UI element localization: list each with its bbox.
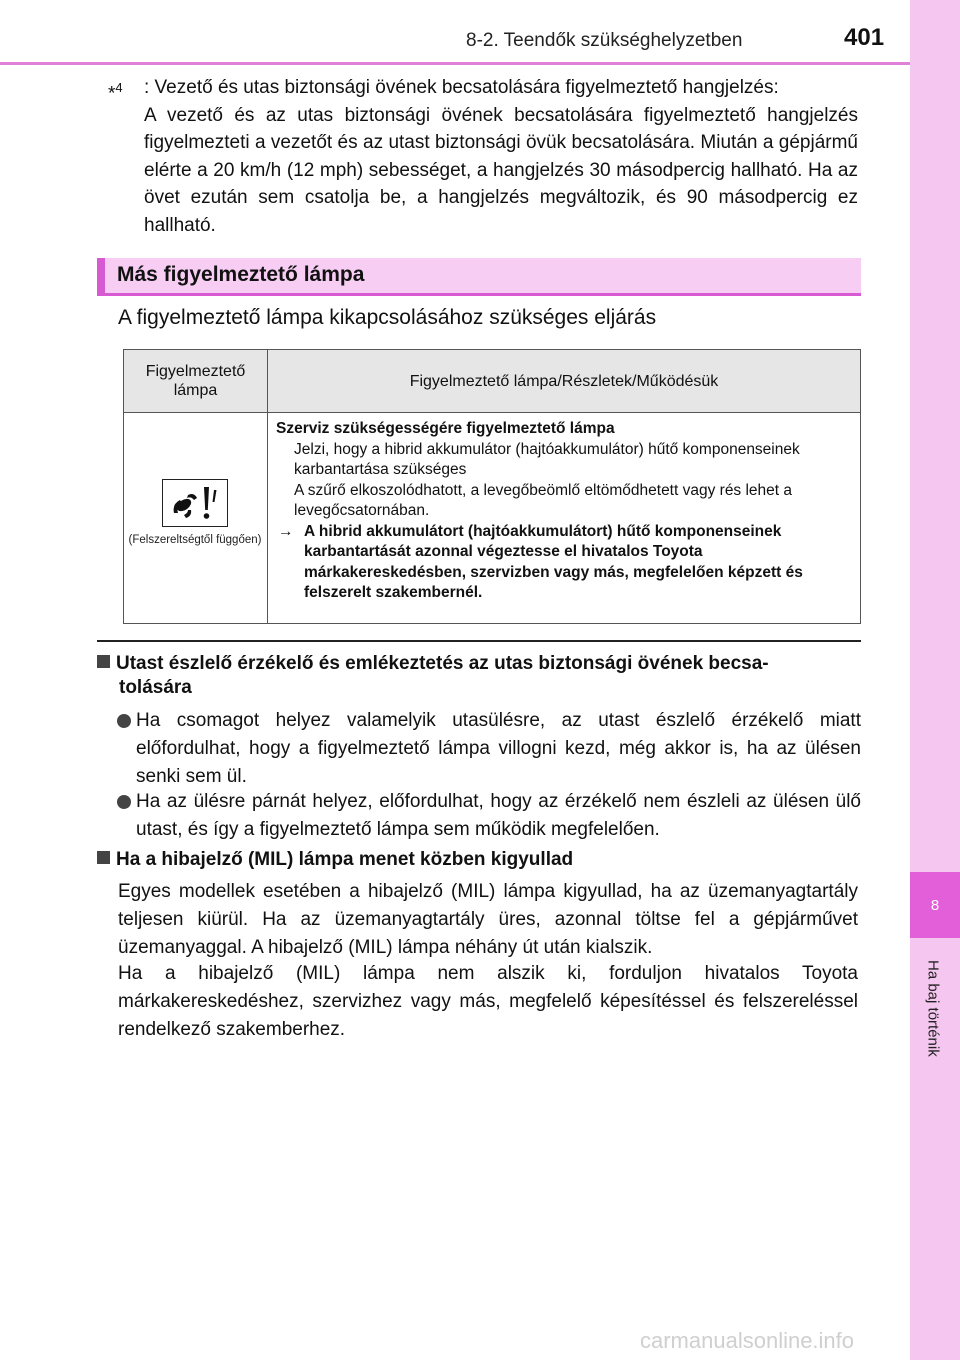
chapter-side-strip — [910, 0, 960, 1360]
footnote-body: A vezető és az utas biztonsági övének becsatolására figyelmeztető hangjelzés figyelmezteti a vezetőt és az utast biztonsági övük becsatolására. Miután a gépjármű elérte a 20 km/h (12 mph) sebességet, a hangjelzés 30 másodpercig hallható. Ha az övet ezután sem csatolja be, a hangjelzés megváltozik, és 90 másodpercig ez hallható. — [144, 104, 858, 236]
lamp-cause: A szűrő elkoszolódhatott, a levegőbeömlő eltömődhetett vagy rés lehet a levegőcsatornában. — [294, 481, 793, 519]
hybrid-battery-cooling-warning-icon — [162, 479, 228, 527]
details-cell — [268, 413, 861, 624]
footnote-asterisk: * — [108, 83, 116, 105]
square-bullet-icon — [97, 655, 110, 668]
section-title: 8-2. Teendők szükséghelyzetben — [466, 30, 743, 51]
list-item — [117, 707, 861, 791]
chapter-number-tab[interactable] — [910, 872, 960, 938]
watermark: carmanualsonline.info — [640, 1328, 855, 1353]
footnote — [108, 74, 858, 239]
square-bullet-icon — [97, 851, 110, 864]
bullet-text: Ha az ülésre párnát helyez, előfordulhat, hogy az érzékelő nem észleli az ülésen ülő utast, és így a figyelmeztető lámpa sem működik megfelelően. — [136, 791, 861, 840]
lamp-cell — [124, 413, 268, 624]
warning-lamp-table — [123, 349, 861, 624]
mil-paragraph-1: Egyes modellek esetében a hibajelző (MIL) lámpa kigyullad, ha az üzemanyagtartály teljesen kiürül. Ha az üzemanyagtartály üres, azonnal töltse fel a gépjárművet üzemanyaggal. A hibajelző (MIL) lámpa néhány út után kialszik. — [118, 881, 858, 958]
lamp-name: Szerviz szükségességére figyelmeztető lámpa — [276, 420, 615, 437]
page-number: 401 — [844, 24, 885, 51]
mil-paragraph-2: Ha a hibajelző (MIL) lámpa nem alszik ki, forduljon hivatalos Toyota márkakereskedéshez, szervizhez vagy más, megfelelő képesítéssel és felszereléssel rendelkező szakemberhez. — [118, 963, 858, 1040]
note-heading-text: Ha a hibajelző (MIL) lámpa menet közben kigyullad — [116, 849, 574, 870]
table-header-row — [124, 350, 861, 413]
note-heading-text: Utast észlelő érzékelő és emlékeztetés az utas biztonsági övének becsa- — [116, 653, 769, 674]
arrow-right-icon: → — [278, 522, 294, 540]
lamp-action-text: A hibrid akkumulátort (hajtóakkumulátort) hűtő komponenseinek karbantartását azonnal végeztesse el hivatalos Toyota márkakereskedésben, szervizben vagy más, megfelelően képzett és felszerelt szakembernél. — [304, 522, 803, 601]
round-bullet-icon — [117, 714, 131, 728]
chapter-label: Ha baj történik — [924, 960, 942, 1057]
column-header-details: Figyelmeztető lámpa/Részletek/Működésük — [268, 350, 861, 413]
note-heading-continuation: tolására — [119, 677, 192, 698]
note-heading-passenger-sensor — [97, 652, 859, 700]
footnote-number: 4 — [115, 80, 123, 95]
column-header-lamp: Figyelmeztető lámpa — [124, 350, 268, 413]
list-item — [117, 788, 861, 844]
section-heading: Más figyelmeztető lámpa — [97, 258, 861, 296]
section-intro: A figyelmeztető lámpa kikapcsolásához szükséges eljárás — [118, 306, 657, 329]
footnote-title: : Vezető és utas biztonsági övének becsatolására figyelmeztető hangjelzés: — [144, 77, 779, 98]
lamp-availability-note: (Felszereltségtől függően) — [128, 534, 262, 546]
lamp-action — [276, 522, 852, 604]
chapter-number: 8 — [930, 896, 940, 914]
table-row — [124, 413, 861, 624]
fan-exclamation-icon — [164, 480, 227, 525]
header-divider — [0, 62, 910, 65]
footnote-marker — [108, 74, 123, 108]
round-bullet-icon — [117, 795, 131, 809]
section-divider — [97, 640, 861, 642]
note-heading-mil-lamp — [97, 848, 859, 872]
bullet-text: Ha csomagot helyez valamelyik utasülésre, az utast észlelő érzékelő miatt előfordulhat, hogy a figyelmeztető lámpa villogni kezd, még akkor is, ha az ülésen senki sem ül. — [136, 710, 861, 787]
lamp-description: Jelzi, hogy a hibrid akkumulátor (hajtóakkumulátor) hűtő komponenseinek karbantartása szükséges — [294, 440, 800, 478]
